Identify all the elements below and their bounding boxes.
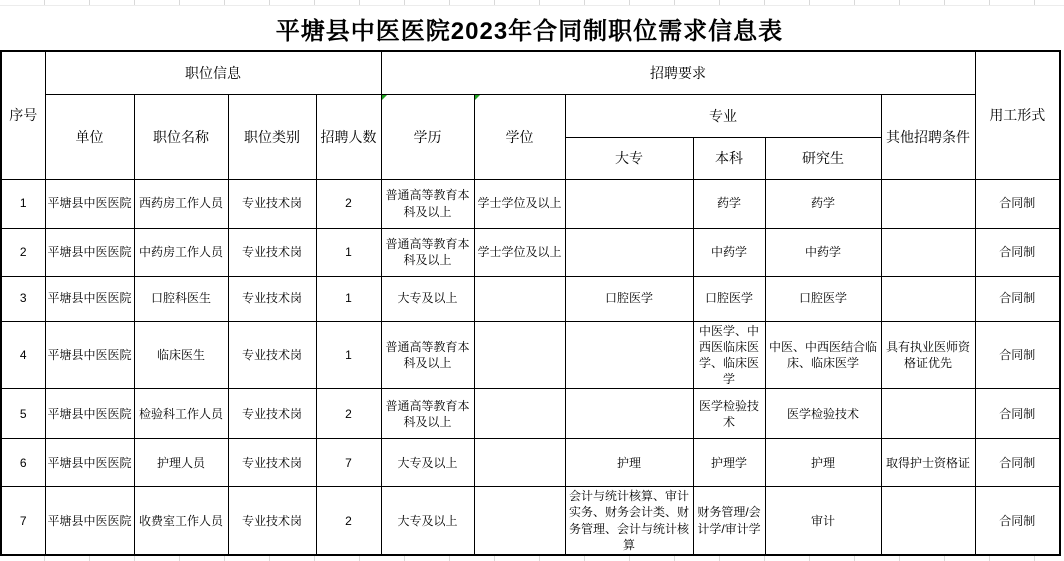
table-header [1, 51, 1060, 179]
col-header-position-name: 职位名称 [134, 94, 228, 179]
cell-recruit-count: 2 [316, 179, 381, 228]
cell-employment-type: 合同制 [975, 228, 1060, 276]
cell-position-category: 专业技术岗 [228, 487, 316, 555]
cell-seq: 2 [1, 228, 45, 276]
table-row [1, 276, 1060, 321]
table-row [1, 321, 1060, 389]
cell-major-graduate: 审计 [765, 487, 881, 555]
cell-seq: 3 [1, 276, 45, 321]
col-header-degree [474, 94, 565, 179]
table-row [1, 179, 1060, 228]
cell-position-category: 专业技术岗 [228, 179, 316, 228]
cell-major-college: 口腔医学 [565, 276, 693, 321]
cell-major-graduate: 口腔医学 [765, 276, 881, 321]
cell-major-graduate: 中药学 [765, 228, 881, 276]
col-header-unit: 单位 [45, 94, 134, 179]
cell-other-conditions: 具有执业医师资格证优先 [881, 321, 975, 389]
cell-position-category: 专业技术岗 [228, 439, 316, 487]
col-header-degree-label: 学位 [505, 128, 534, 145]
cell-position-name: 护理人员 [134, 439, 228, 487]
cell-recruit-count: 1 [316, 321, 381, 389]
cell-major-bachelor: 医学检验技术 [693, 389, 765, 439]
cell-major-graduate: 护理 [765, 439, 881, 487]
table-row [1, 439, 1060, 487]
cell-degree: 学士学位及以上 [474, 179, 565, 228]
cell-major-bachelor: 中药学 [693, 228, 765, 276]
col-header-education-label: 学历 [413, 128, 442, 145]
cell-unit: 平塘县中医医院 [45, 179, 134, 228]
cell-degree [474, 487, 565, 555]
cell-position-category: 专业技术岗 [228, 228, 316, 276]
cell-degree: 学士学位及以上 [474, 228, 565, 276]
cell-position-name: 检验科工作人员 [134, 389, 228, 439]
col-group-major: 专业 [565, 94, 881, 137]
cell-unit: 平塘县中医医院 [45, 389, 134, 439]
page-title: 平塘县中医医院2023年合同制职位需求信息表 [275, 17, 784, 45]
col-header-seq: 序号 [1, 51, 45, 179]
cell-major-graduate: 中医、中西医结合临床、临床医学 [765, 321, 881, 389]
cell-other-conditions [881, 276, 975, 321]
col-group-position-info: 职位信息 [45, 51, 381, 94]
cell-major-graduate: 医学检验技术 [765, 389, 881, 439]
table-body [1, 179, 1060, 555]
col-header-employment-type: 用工形式 [975, 51, 1060, 179]
cell-degree [474, 321, 565, 389]
cell-education: 普通高等教育本科及以上 [381, 321, 474, 389]
cell-major-college [565, 321, 693, 389]
cell-other-conditions [881, 487, 975, 555]
cell-position-category: 专业技术岗 [228, 389, 316, 439]
cell-seq: 6 [1, 439, 45, 487]
col-header-position-category: 职位类别 [228, 94, 316, 179]
cell-major-college [565, 228, 693, 276]
cell-major-graduate: 药学 [765, 179, 881, 228]
cell-position-category: 专业技术岗 [228, 321, 316, 389]
cell-seq: 5 [1, 389, 45, 439]
col-group-recruit-requirements: 招聘要求 [381, 51, 975, 94]
cell-position-name: 中药房工作人员 [134, 228, 228, 276]
cell-seq: 1 [1, 179, 45, 228]
cell-employment-type: 合同制 [975, 439, 1060, 487]
cell-employment-type: 合同制 [975, 179, 1060, 228]
cell-other-conditions: 取得护士资格证 [881, 439, 975, 487]
table-row [1, 487, 1060, 555]
cell-major-bachelor: 药学 [693, 179, 765, 228]
cell-unit: 平塘县中医医院 [45, 439, 134, 487]
cell-degree [474, 276, 565, 321]
cell-education: 大专及以上 [381, 276, 474, 321]
cell-unit: 平塘县中医医院 [45, 276, 134, 321]
cell-position-category: 专业技术岗 [228, 276, 316, 321]
col-header-major-graduate: 研究生 [765, 137, 881, 179]
cell-other-conditions [881, 179, 975, 228]
cell-unit: 平塘县中医医院 [45, 487, 134, 555]
cell-other-conditions [881, 389, 975, 439]
table-row [1, 389, 1060, 439]
cell-education: 普通高等教育本科及以上 [381, 389, 474, 439]
cell-degree [474, 439, 565, 487]
col-header-major-bachelor: 本科 [693, 137, 765, 179]
col-header-other-conditions: 其他招聘条件 [881, 94, 975, 179]
cell-seq: 4 [1, 321, 45, 389]
excel-error-indicator-icon [475, 95, 480, 100]
cell-recruit-count: 2 [316, 487, 381, 555]
cell-education: 大专及以上 [381, 487, 474, 555]
cell-position-name: 收费室工作人员 [134, 487, 228, 555]
cell-degree [474, 389, 565, 439]
cell-unit: 平塘县中医医院 [45, 228, 134, 276]
spreadsheet-gridline-strip-bottom [0, 556, 1064, 561]
cell-recruit-count: 7 [316, 439, 381, 487]
cell-major-college: 会计与统计核算、审计实务、财务会计类、财务管理、会计与统计核算 [565, 487, 693, 555]
cell-education: 大专及以上 [381, 439, 474, 487]
positions-table [0, 50, 1061, 556]
cell-position-name: 西药房工作人员 [134, 179, 228, 228]
cell-employment-type: 合同制 [975, 276, 1060, 321]
col-header-major-college: 大专 [565, 137, 693, 179]
cell-recruit-count: 1 [316, 276, 381, 321]
cell-major-bachelor: 口腔医学 [693, 276, 765, 321]
cell-education: 普通高等教育本科及以上 [381, 228, 474, 276]
cell-major-bachelor: 中医学、中西医临床医学、临床医学 [693, 321, 765, 389]
cell-recruit-count: 2 [316, 389, 381, 439]
cell-employment-type: 合同制 [975, 389, 1060, 439]
cell-major-college: 护理 [565, 439, 693, 487]
cell-employment-type: 合同制 [975, 487, 1060, 555]
cell-major-bachelor: 护理学 [693, 439, 765, 487]
cell-position-name: 临床医生 [134, 321, 228, 389]
cell-seq: 7 [1, 487, 45, 555]
cell-major-college [565, 389, 693, 439]
cell-major-bachelor: 财务管理/会计学/审计学 [693, 487, 765, 555]
table-row [1, 228, 1060, 276]
excel-error-indicator-icon [382, 95, 387, 100]
cell-employment-type: 合同制 [975, 321, 1060, 389]
cell-other-conditions [881, 228, 975, 276]
col-header-recruit-count: 招聘人数 [316, 94, 381, 179]
col-header-education [381, 94, 474, 179]
cell-major-college [565, 179, 693, 228]
cell-unit: 平塘县中医医院 [45, 321, 134, 389]
cell-education: 普通高等教育本科及以上 [381, 179, 474, 228]
cell-recruit-count: 1 [316, 228, 381, 276]
cell-position-name: 口腔科医生 [134, 276, 228, 321]
